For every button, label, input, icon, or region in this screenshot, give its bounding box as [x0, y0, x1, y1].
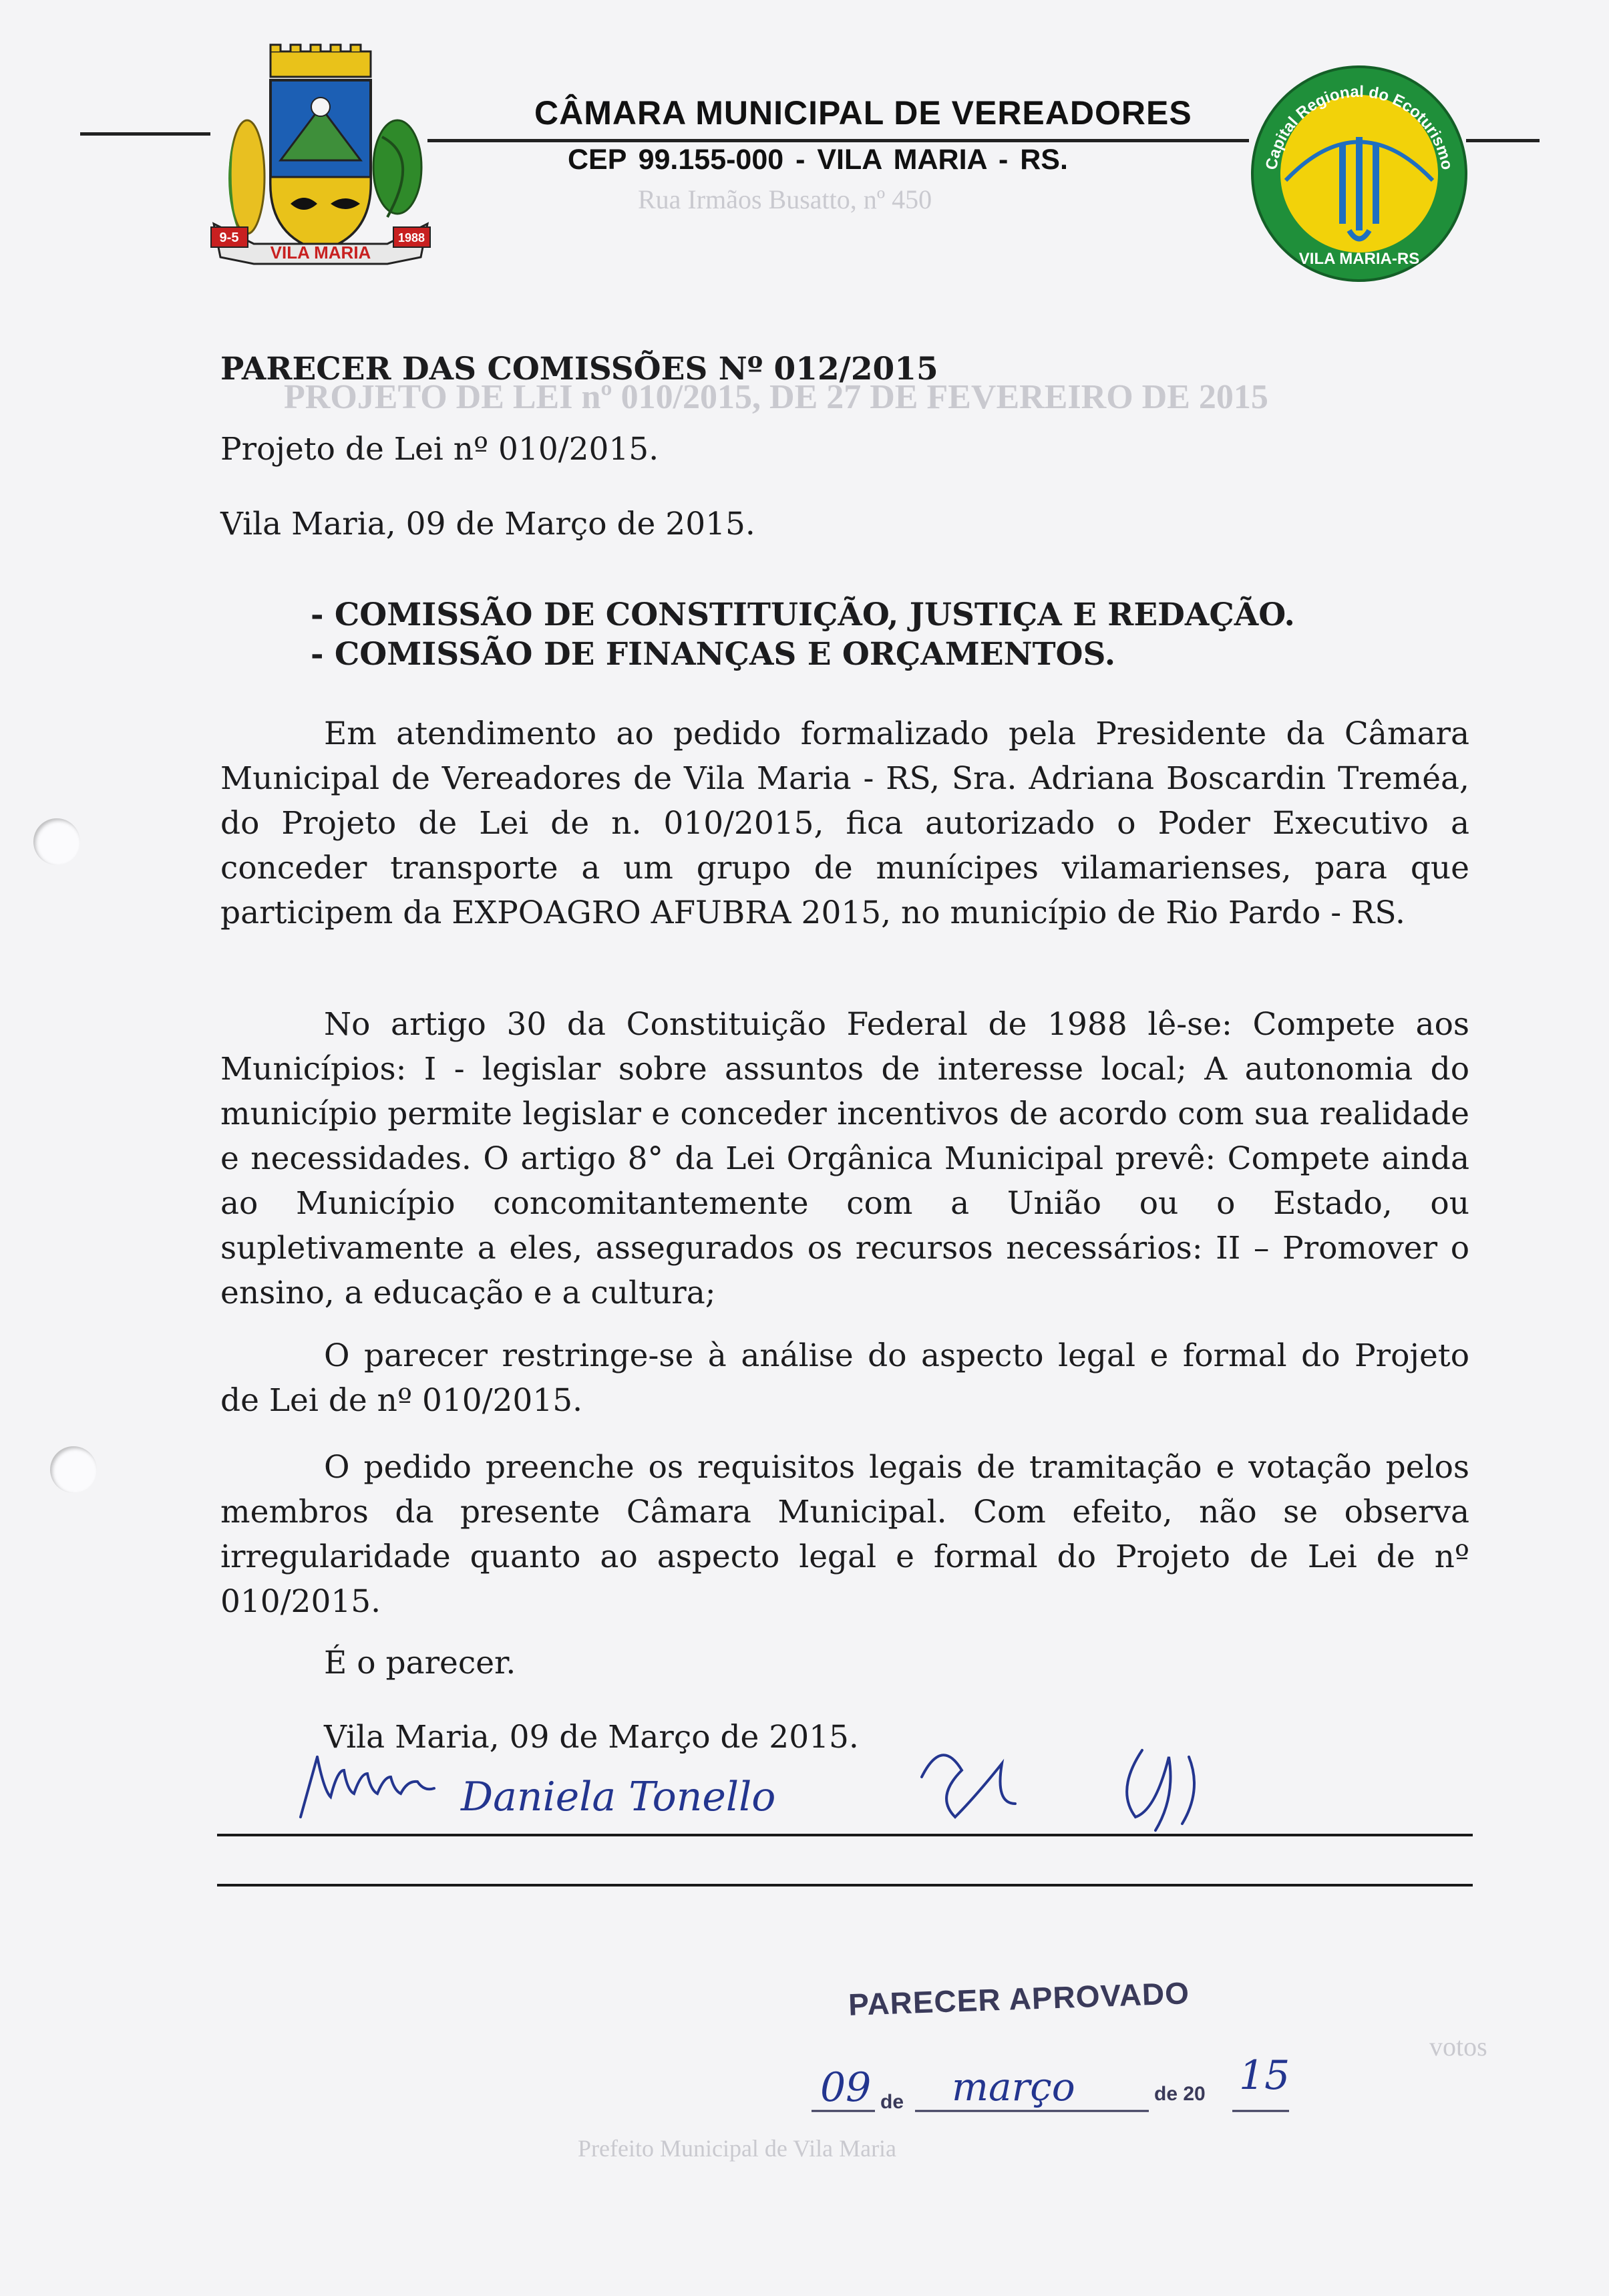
stamp-date-underlines — [812, 2104, 1292, 2124]
bleed-through-footer: Prefeito Municipal de Vila Maria — [578, 2135, 897, 2162]
bleed-through-address: Rua Irmãos Busatto, nº 450 — [638, 184, 932, 214]
committee-finance: - COMISSÃO DE FINANÇAS E ORÇAMENTOS. — [311, 636, 1116, 673]
seal-arc-text: Capital Regional do Ecoturismo — [1262, 82, 1457, 172]
signature-line-2 — [217, 1884, 1473, 1887]
signature-line-1 — [217, 1834, 1473, 1836]
crest-ribbon-text: VILA MARIA — [270, 242, 371, 263]
stamp-de-label-1: de — [880, 2091, 904, 2113]
bleed-through-votes: votos — [1429, 2031, 1487, 2062]
body-paragraph-constitution: No artigo 30 da Constituição Federal de 1988 lê-se: Compete aos Municípios: I - legislar sobre assuntos de interesse local; A autonomia do município permite legislar e conceder incentivos de acordo com sua realidade e necessidades. O artigo 8° da Lei Orgânica Municipal prevê: Compete ainda ao Município concomitantemente com a União ou o Estado, ou supletivamente a eles, assegurados os recursos necessários: II – Promover o ensino, a educação e a cultura; — [220, 1006, 1469, 1311]
body-paragraph-conclusion: O pedido preenche os requisitos legais de tramitação e votação pelos membros da presente Câmara Municipal. Com efeito, não se observa irregularidade quanto ao aspecto legal e formal do Projeto de Lei de nº 010/2015. — [220, 1449, 1469, 1620]
punch-hole-bottom — [50, 1446, 97, 1493]
punch-hole-top — [33, 818, 80, 865]
header-rule-right — [1466, 139, 1540, 142]
body-paragraph-request: Em atendimento ao pedido formalizado pela Presidente da Câmara Municipal de Vereadores de Vila Maria - RS, Sra. Adriana Boscardin Treméa, do Projeto de Lei de n. 010/2015, fica autorizado o Poder Executivo a conceder transporte a um grupo de munícipes vilamarienses, para que participem da EXPOAGRO AFUBRA 2015, no município de Rio Pardo - RS. — [220, 715, 1469, 931]
crest-right-year: 1988 — [397, 231, 425, 244]
handwritten-signatures — [254, 1730, 1296, 1844]
stamp-de-label-2: de 20 — [1154, 2083, 1206, 2105]
stamp-day: 09 — [820, 2064, 872, 2111]
header-rule-middle — [427, 139, 1249, 142]
stamp-year-suffix: 15 — [1239, 2052, 1290, 2099]
closing-date: Vila Maria, 09 de Março de 2015. — [324, 1719, 859, 1756]
ecotourism-seal-logo — [1249, 63, 1469, 284]
seal-bottom-text: VILA MARIA-RS — [1298, 250, 1420, 268]
place-date: Vila Maria, 09 de Março de 2015. — [220, 506, 755, 542]
header-rule-left — [80, 132, 210, 136]
closing-statement: É o parecer. — [324, 1645, 516, 1681]
signature-name-1: Daniela Tonello — [461, 1774, 776, 1820]
approval-stamp-title: PARECER APROVADO — [848, 1975, 1190, 2022]
organization-name: CÂMARA MUNICIPAL DE VEREADORES — [534, 94, 1192, 132]
crest-left-date: 9-5 — [219, 230, 239, 245]
body-paragraph-scope: O parecer restringe-se à análise do aspecto legal e formal do Projeto de Lei de nº 010/2015. — [220, 1337, 1469, 1419]
document-heading: PARECER DAS COMISSÕES Nº 012/2015 — [220, 351, 938, 387]
stamp-month: março — [952, 2064, 1075, 2110]
municipal-crest-logo — [207, 43, 434, 271]
project-reference: Projeto de Lei nº 010/2015. — [220, 431, 659, 468]
committee-constitution: - COMISSÃO DE CONSTITUIÇÃO, JUSTIÇA E REDAÇÃO. — [311, 597, 1295, 633]
organization-cep-line: CEP 99.155-000 - VILA MARIA - RS. — [568, 144, 1068, 176]
bleed-through-title: PROJETO DE LEI nº 010/2015, DE 27 DE FEVEREIRO DE 2015 — [284, 378, 1268, 416]
